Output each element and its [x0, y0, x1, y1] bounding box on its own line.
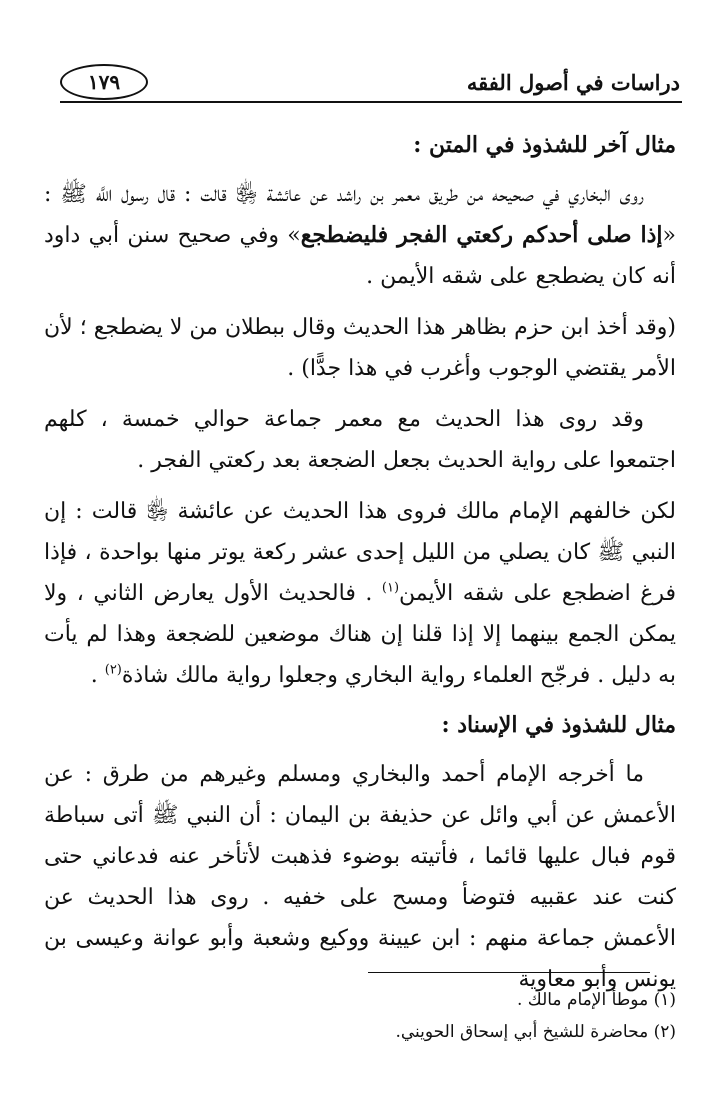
- paragraph-mamar-group: وقد روى هذا الحديث مع معمر جماعة حوالي خمسة ، كلهم اجتمعوا على رواية الحديث بجعل الضجعة بعد ركعتي الفجر .: [44, 407, 676, 473]
- paragraph-malik-narration: [44, 491, 676, 696]
- footnotes: [395, 984, 676, 1048]
- paragraph-amash-narration: ما أخرجه الإمام أحمد والبخاري ومسلم وغيرهم من طرق : عن الأعمش عن أبي وائل عن حذيفة بن اليمان : أن النبي ﷺ أتى سباطة قوم فبال عليها قائما ، فأتيته بوضوء فذهبت لأتأخر عنه فدعاني حتى كنت عند عقبيه فتوضأ ومسح على خفيه . روى هذا الحديث عن الأعمش جماعة منهم : ابن عيينة ووكيع وشعبة وأبو عوانة وعيسى بن يونس وأبو معاوية: [44, 762, 676, 992]
- footnote-ref-1[interactable]: (١): [381, 580, 400, 596]
- footnote-ref-2[interactable]: (٢): [104, 662, 122, 678]
- footnote-divider: [368, 972, 650, 973]
- page-number: ١٧٩: [87, 70, 121, 94]
- section-heading-matn: مثال آخر للشذوذ في المتن :: [413, 132, 676, 158]
- paragraph-text: روى البخاري في صحيحه من طريق معمر بن راشد عن عائشة ﵂ قالت : قال رسول اللَّه ﷺ : «: [44, 182, 676, 248]
- paragraph-text: .: [90, 663, 105, 688]
- paragraph-ibn-hazm: (وقد أخذ ابن حزم بظاهر هذا الحديث وقال ببطلان من لا يضطجع ؛ لأن الأمر يقتضي الوجوب وأغرب في هذا جدًّا) .: [44, 315, 676, 381]
- footnote-2: (٢) محاضرة للشيخ أبي إسحاق الحويني.: [395, 1022, 676, 1042]
- paragraph-text: لكن خالفهم الإمام مالك فروى هذا الحديث عن عائشة ﵂ قالت : إن النبي ﷺ كان يصلي من الليل إحدى عشر ركعة يوتر منها بواحدة ، فإذا فرغ اضطجع على شقه الأيمن: [44, 499, 676, 606]
- page-number-oval: [60, 64, 148, 100]
- header-rule: [60, 101, 682, 103]
- paragraph-text: . فالحديث الأول يعارض الثاني ، ولا يمكن الجمع بينهما إلا إذا قلنا إن هناك موضعين للضجعة وهذا لم يأت به دليل . فرجّح العلماء رواية البخاري وجعلوا رواية مالك شاذة: [44, 581, 676, 688]
- running-header-title: دراسات في أصول الفقه: [466, 70, 680, 95]
- footnote-1: (١) موطأ الإمام مالك .: [516, 990, 676, 1010]
- section-heading-isnad: مثال للشذوذ في الإسناد :: [441, 712, 676, 738]
- paragraph-bukhari-narration: [44, 174, 676, 297]
- page-body: [44, 126, 676, 1010]
- hadith-quote: إذا صلى أحدكم ركعتي الفجر فليضطجع: [300, 222, 663, 248]
- paragraph-text: » وفي صحيح سنن أبي داود أنه كان يضطجع على شقه الأيمن .: [44, 223, 676, 289]
